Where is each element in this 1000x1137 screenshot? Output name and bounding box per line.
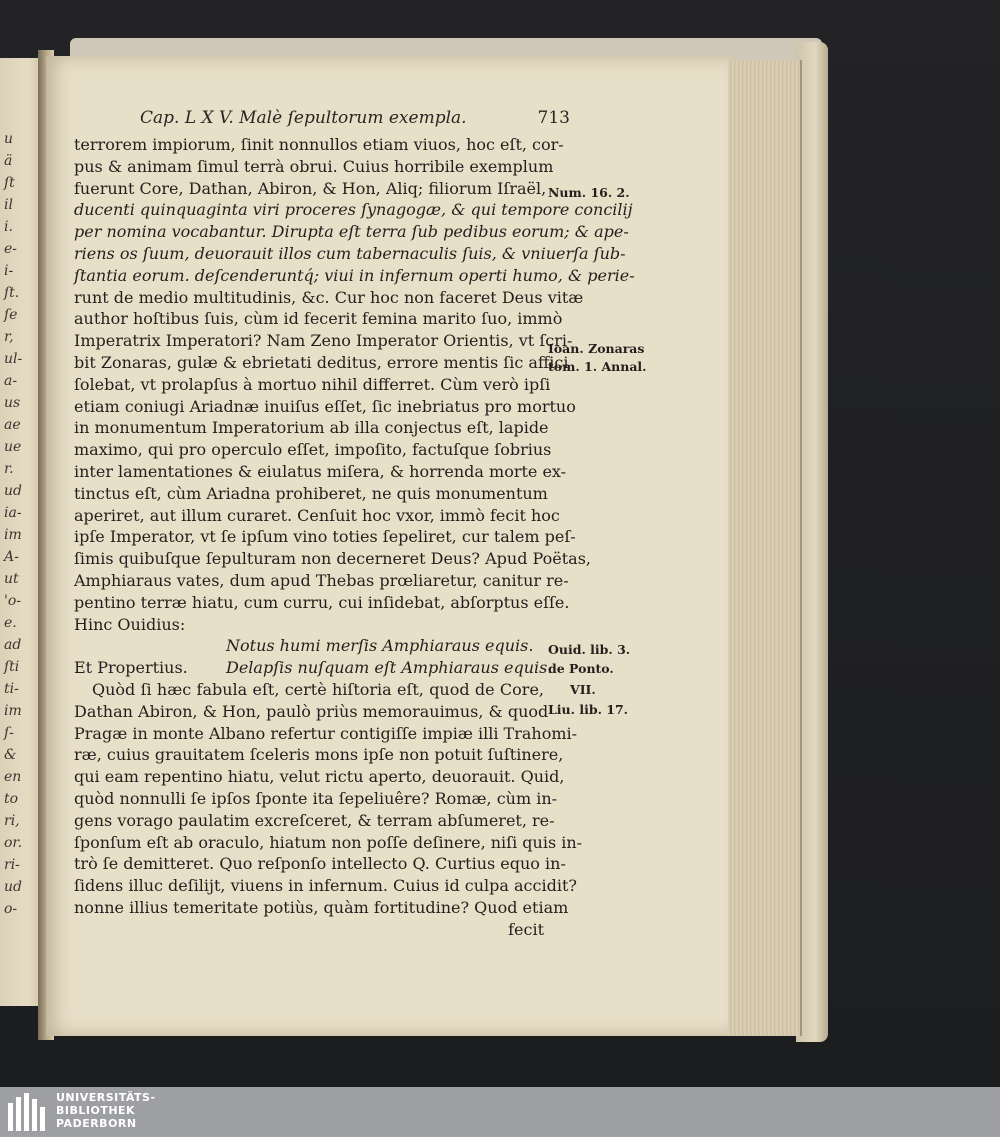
text-line: Pragæ in monte Albano refertur contigiſſe impiæ illi Trahomi- [74, 723, 578, 743]
text-line: in monumentum Imperatorium ab illa conjectus eſt, lapide [74, 418, 549, 438]
page-number: 713 [537, 108, 570, 128]
verse-line-2: Delapſis nuſquam eſt Amphiaraus equis. [226, 658, 553, 678]
text-line: ipſe Imperator, vt ſe ipſum vino toties ſepeliret, cur talem peſ- [74, 527, 576, 547]
library-name-line: UNIVERSITÄTS- [56, 1091, 156, 1104]
margin-note: de Ponto. [548, 661, 614, 676]
text-line: ſidens illuc deſilijt, viuens in infernum. Cuius id culpa accidit? [74, 876, 577, 896]
text-line: pus & animam ſimul terrà obrui. Cuius horribile exemplum [74, 156, 554, 176]
text-line: qui eam repentino hiatu, velut rictu aperto, deuorauit. Quid, [74, 767, 565, 787]
text-line: Hinc Ouidius: [74, 614, 186, 634]
verse-attribution: Et Propertius. [74, 658, 188, 678]
text-line: ſponſum eſt ab oraculo, hiatum non poſſe deſinere, niſi quis in- [74, 832, 583, 852]
text-line: maximo, qui pro operculo eſſet, impoſito, factuſque ſobrius [74, 440, 552, 460]
text-line: terrorem impiorum, ſinit nonnullos etiam viuos, hoc eſt, cor- [74, 135, 564, 154]
text-line: etiam coniugi Ariadnæ inuiſus eſſet, ſic inebriatus pro mortuo [74, 396, 576, 416]
margin-note: tom. 1. Annal. [548, 359, 647, 374]
text-line: nonne illius temeritate potiùs, quàm fortitudine? Quod etiam [74, 897, 569, 917]
page-header [140, 108, 570, 134]
text-line: ſtantia eorum. deſcenderuntq́; viui in infernum operti humo, & perie- [74, 265, 635, 285]
verse-line: Notus humi merſis Amphiaraus equis. [226, 636, 534, 656]
text-line: ræ, cuius grauitatem ſceleris mons ipſe non potuit ſuſtinere, [74, 745, 564, 765]
library-name-line: PADERBORN [56, 1117, 137, 1130]
text-line: quòd nonnulli ſe ipſos ſponte ita ſepeliuêre? Romæ, cùm in- [74, 788, 558, 808]
library-logo-icon [6, 1091, 50, 1133]
library-name-line: BIBLIOTHEK [56, 1104, 136, 1117]
text-line: ducenti quinquaginta viri proceres ſynagogæ, & qui tempore concilij [74, 200, 633, 220]
page-stack [728, 60, 802, 1036]
text-line: fuerunt Core, Dathan, Abiron, & Hon, Aliq; filiorum Iſraël, [74, 178, 547, 198]
text-line: gens vorago paulatim excreſceret, & terram abſumeret, re- [74, 810, 555, 830]
verse-line-attributed [74, 657, 553, 679]
text-line: trò ſe demitteret. Quo reſponſo intellecto Q. Curtius equo in- [74, 854, 566, 874]
library-footer-bar [0, 1087, 1000, 1137]
text-line: riens os ſuum, deuorauit illos cum tabernaculis ſuis, & vniuerſa ſub- [74, 243, 626, 263]
text-line: aperiret, aut illum curaret. Cenſuit hoc vxor, immò fecit hoc [74, 505, 560, 525]
text-line: Imperatrix Imperatori? Nam Zeno Imperator Orientis, vt ſcri- [74, 331, 573, 351]
text-line: ſimis quibuſque ſepulturam non decerneret Deus? Apud Poëtas, [74, 549, 592, 569]
text-line: bit Zonaras, gulæ & ebrietati deditus, errore mentis ſic affici [74, 352, 569, 372]
margin-note: Liu. lib. 17. [548, 702, 629, 717]
text-line: runt de medio multitudinis, &c. Cur hoc non faceret Deus vitæ [74, 287, 584, 307]
running-title: Cap. L X V. Malè ſepultorum exempla. [140, 108, 467, 128]
margin-note: Num. 16. 2. [548, 185, 630, 200]
left-page-text-fragments: u ä ſt il i. e- i- ſt. ſe r, ul- a- us ae ue r. ud ia- im A- ut 'o- e. ad ſti ti- im ſ- & en to ri, or. ri- ud o- [4, 131, 23, 917]
text-line: pentino terræ hiatu, cum curru, cui inſidebat, abſorptus eſſe. [74, 592, 570, 612]
library-name [56, 1091, 156, 1130]
text-line: ſolebat, vt prolapſus à mortuo nihil differret. Cùm verò ipſi [74, 374, 551, 394]
text-line: Quòd ſi hæc fabula eſt, certè hiſtoria eſt, quod de Core, [92, 679, 544, 699]
catchword: fecit [508, 919, 544, 939]
margin-note: VII. [570, 682, 596, 697]
text-line: tinctus eſt, cùm Ariadna prohiberet, ne quis monumentum [74, 483, 548, 503]
text-line: per nomina vocabantur. Dirupta eſt terra ſub pedibus eorum; & ape- [74, 222, 629, 242]
text-line: Amphiaraus vates, dum apud Thebas prœliaretur, canitur re- [74, 570, 569, 590]
margin-note: Ioan. Zonaras [548, 341, 645, 356]
text-line: author hoſtibus ſuis, cùm id fecerit femina marito ſuo, immò [74, 309, 563, 329]
margin-note: Ouid. lib. 3. [548, 642, 631, 657]
text-line: Dathan Abiron, & Hon, paulò priùs memorauimus, & quod [74, 701, 549, 721]
text-line: inter lamentationes & eiulatus miſera, & horrenda morte ex- [74, 461, 567, 481]
